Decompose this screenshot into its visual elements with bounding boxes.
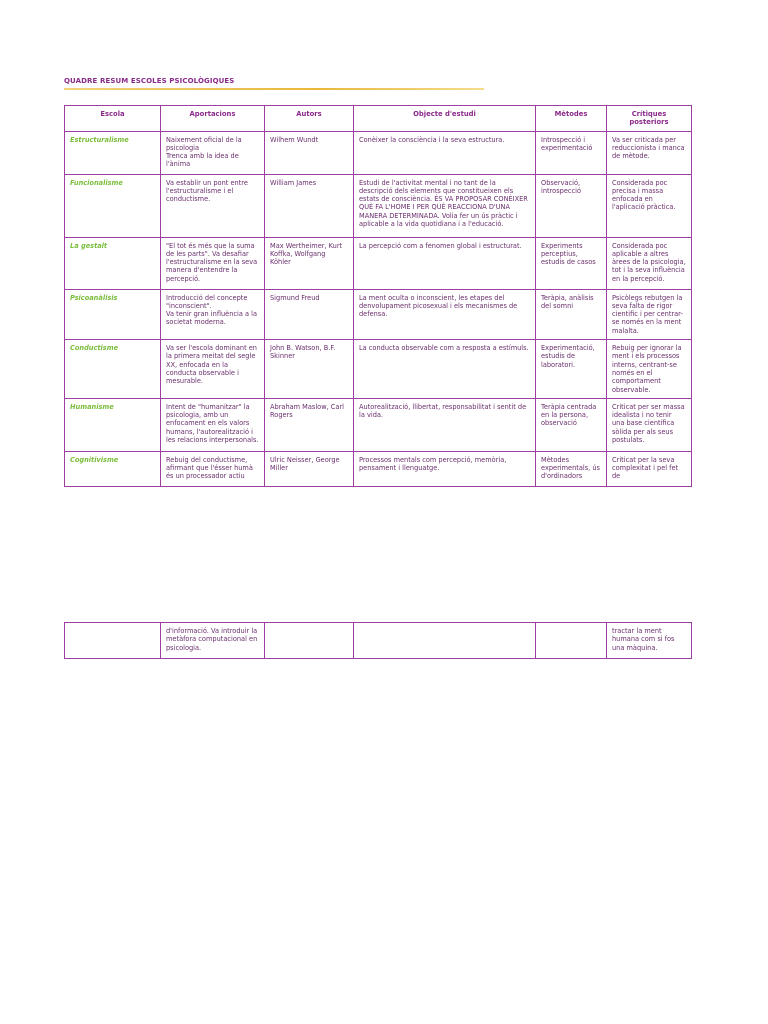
cell-metodes: Introspecció i experimentació <box>536 131 607 174</box>
cell-aportacions: Va ser l'escola dominant en la primera meitat del segle XX, enfocada en la conducta observable i mesurable. <box>161 340 265 399</box>
header-objecte: Objecte d'estudi <box>354 106 536 132</box>
cell-autors: Max Wertheimer, Kurt Koffka, Wolfgang Köhler <box>265 237 354 289</box>
cell-metodes: Experiments perceptius, estudis de casos <box>536 237 607 289</box>
cell-escola: Estructuralisme <box>65 131 161 174</box>
cell-autors <box>265 623 354 659</box>
cell-metodes: Mètodes experimentals, ús d'ordinadors <box>536 451 607 486</box>
cell-metodes: Observació, introspecció <box>536 174 607 237</box>
cell-critiques: tractar la ment humana com si fos una màquina. <box>607 623 692 659</box>
cell-critiques: Considerada poc precisa i massa enfocada en l'aplicació pràctica. <box>607 174 692 237</box>
cell-critiques: Criticat per ser massa idealista i no tenir una base científica sòlida per als seus postulats. <box>607 398 692 451</box>
cell-objecte: La conducta observable com a resposta a estímuls. <box>354 340 536 399</box>
cell-autors: Wilhem Wundt <box>265 131 354 174</box>
cell-aportacions: Naixement oficial de la psicologia Trenca amb la idea de l'ànima <box>161 131 265 174</box>
cell-metodes: Teràpia, anàlisis del somni <box>536 289 607 339</box>
cell-objecte <box>354 623 536 659</box>
cell-escola: Funcionalisme <box>65 174 161 237</box>
cell-metodes <box>536 623 607 659</box>
cell-aportacions: Rebuig del conductisme, afirmant que l'ésser humà és un processador actiu <box>161 451 265 486</box>
table-row <box>65 451 692 486</box>
cell-critiques: Considerada poc aplicable a altres àrees de la psicologia, tot i la seva influència en la percepció. <box>607 237 692 289</box>
title-underline <box>64 88 484 90</box>
cell-aportacions: "El tot és més que la suma de les parts". Va desafiar l'estructuralisme en la seva manera d'entendre la percepció. <box>161 237 265 289</box>
header-autors: Autors <box>265 106 354 132</box>
cell-autors: William James <box>265 174 354 237</box>
cell-escola <box>65 623 161 659</box>
cell-objecte: Processos mentals com percepció, memòria, pensament i llenguatge. <box>354 451 536 486</box>
cell-escola: Psicoanàlisis <box>65 289 161 339</box>
cell-escola: Humanisme <box>65 398 161 451</box>
document-title: QUADRE RESUM ESCOLES PSICOLÒGIQUES <box>64 77 235 85</box>
cell-escola: La gestalt <box>65 237 161 289</box>
table-row <box>65 131 692 174</box>
table-header-row <box>65 106 692 132</box>
header-escola: Escola <box>65 106 161 132</box>
cell-aportacions: Intent de "humanitzar" la psicologia, amb un enfocament en els valors humans, l'autorealització i les relacions interpersonals. <box>161 398 265 451</box>
schools-table <box>64 105 692 487</box>
schools-table-continuation <box>64 622 692 659</box>
table-row <box>65 340 692 399</box>
cell-objecte: Estudi de l'activitat mental i no tant de la descripció dels elements que constitueixen els estats de consciència. ÉS VA PROPOSAR CONÈIXER QUÈ FA L'HOME I PER QUÈ REACCIONA D'UNA MANERA DETERMINADA. Volia fer un ús pràctic i aplicable a la vida quotidiana i a l'educació. <box>354 174 536 237</box>
table-row <box>65 289 692 339</box>
cell-critiques: Criticat per la seva complexitat i pel fet de <box>607 451 692 486</box>
cell-objecte: La ment oculta o inconscient, les etapes del denvolupament picosexual i els mecanismes de defensa. <box>354 289 536 339</box>
cell-objecte: La percepció com a fenomen global i estructurat. <box>354 237 536 289</box>
table-row <box>65 623 692 659</box>
cell-metodes: Experimentació, estudis de laboratori. <box>536 340 607 399</box>
cell-autors: Abraham Maslow, Carl Rogers <box>265 398 354 451</box>
header-aportacions: Aportacions <box>161 106 265 132</box>
cell-autors: Sigmund Freud <box>265 289 354 339</box>
table-row <box>65 237 692 289</box>
cell-aportacions: Introducció del concepte "inconscient". Va tenir gran influència a la societat moderna. <box>161 289 265 339</box>
cell-objecte: Conèixer la consciència i la seva estructura. <box>354 131 536 174</box>
cell-metodes: Teràpia centrada en la persona, observació <box>536 398 607 451</box>
header-critiques: Crítiques posteriors <box>607 106 692 132</box>
cell-critiques: Va ser criticada per reduccionista i manca de mètode. <box>607 131 692 174</box>
cell-critiques: Rebuig per ignorar la ment i els processos interns, centrant-se només en el comportament observable. <box>607 340 692 399</box>
cell-escola: Conductisme <box>65 340 161 399</box>
table-row <box>65 174 692 237</box>
cell-escola: Cognitivisme <box>65 451 161 486</box>
cell-autors: John B. Watson, B.F. Skinner <box>265 340 354 399</box>
header-metodes: Mètodes <box>536 106 607 132</box>
cell-autors: Ulric Neisser, George Miller <box>265 451 354 486</box>
cell-aportacions: Va establir un pont entre l'estructuralisme i el conductisme. <box>161 174 265 237</box>
cell-critiques: Psicòlegs rebutgen la seva falta de rigor cientific i per centrar-se només en la ment malalta. <box>607 289 692 339</box>
table-row <box>65 398 692 451</box>
cell-aportacions: d'informació. Va introduir la metàfora computacional en psicologia. <box>161 623 265 659</box>
cell-objecte: Autorealització, llibertat, responsabilitat i sentit de la vida. <box>354 398 536 451</box>
